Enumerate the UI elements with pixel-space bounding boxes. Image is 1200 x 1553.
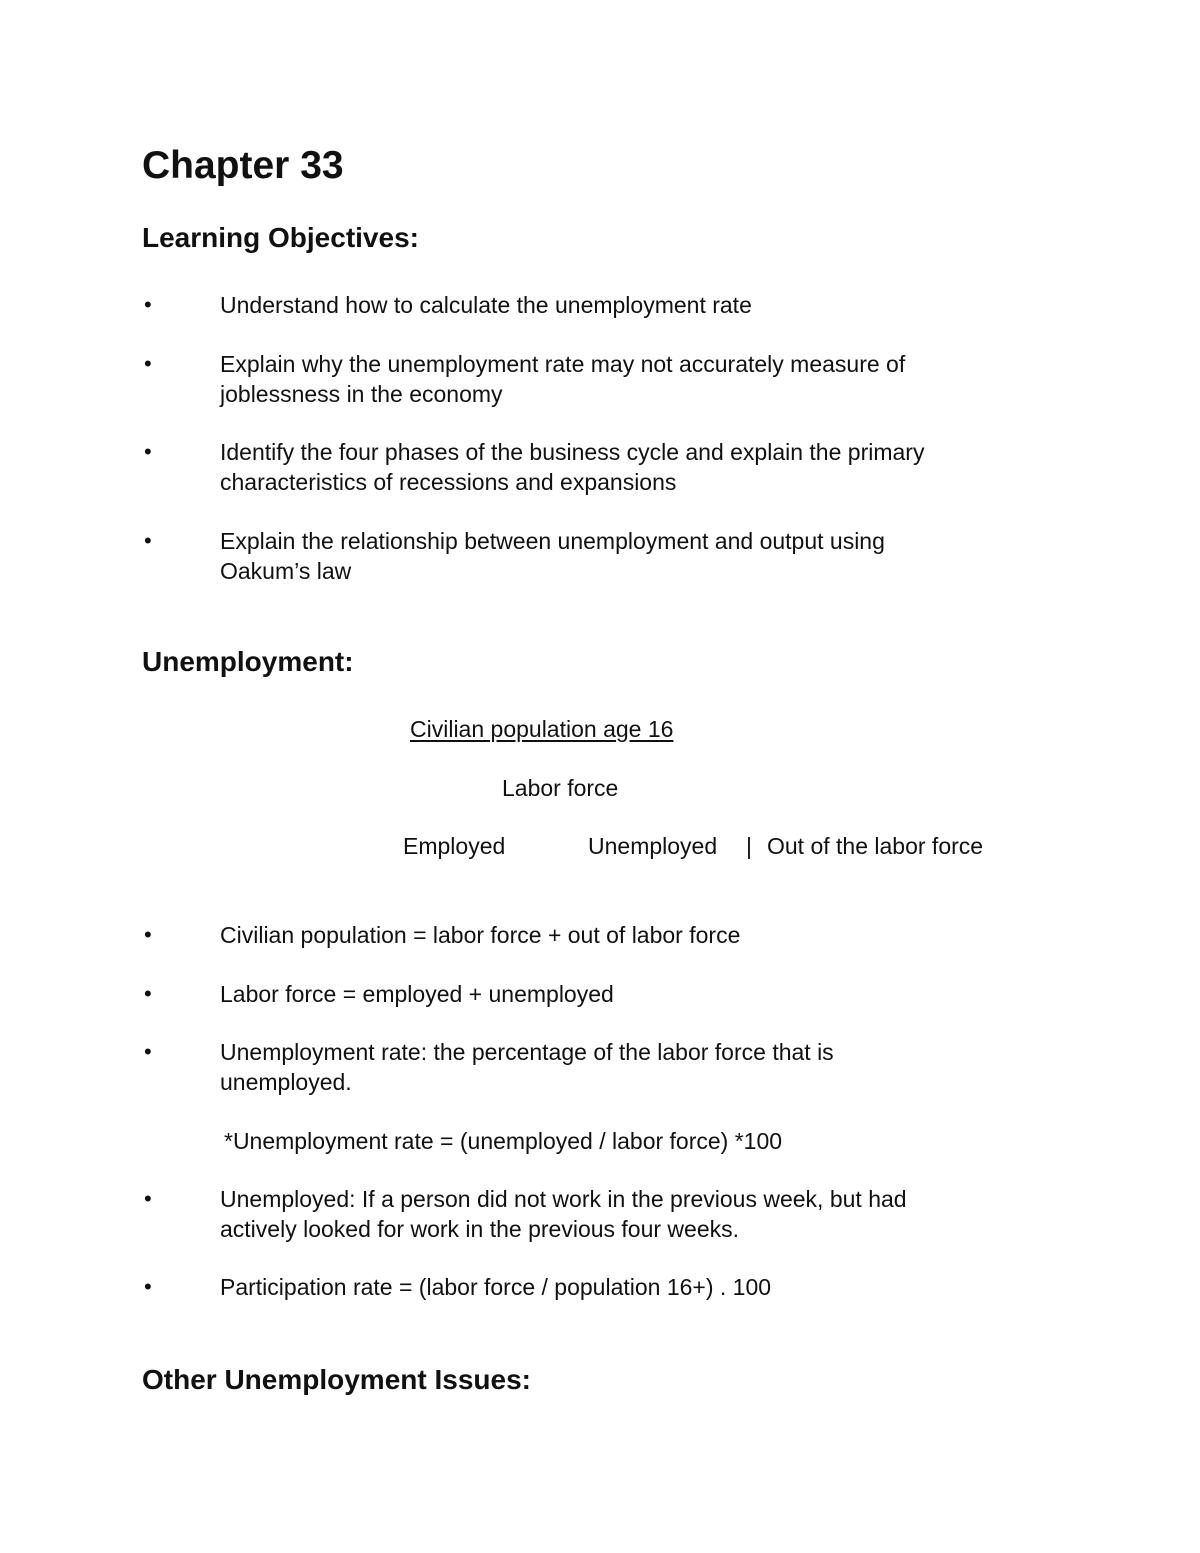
unemployment-rate-formula: *Unemployment rate = (unemployed / labor force) *100	[224, 1128, 783, 1154]
bullet-glyph: •	[144, 1039, 152, 1064]
definition-unemployed-line-2: actively looked for work in the previous four weeks.	[220, 1216, 740, 1242]
diagram-unemployed: Unemployed	[588, 833, 718, 859]
page-title: Chapter 33	[142, 144, 344, 187]
bullet-glyph: •	[144, 292, 152, 317]
definition-labor-force: Labor force = employed + unemployed	[220, 981, 614, 1007]
objective-2-line-2: joblessness in the economy	[220, 381, 503, 407]
definition-participation-rate: Participation rate = (labor force / population 16+) . 100	[220, 1274, 772, 1300]
definition-unemployment-rate-line-1: Unemployment rate: the percentage of the labor force that is	[220, 1039, 834, 1065]
diagram-civilian-population: Civilian population age 16	[410, 716, 674, 742]
bullet-glyph: •	[144, 351, 152, 376]
bullet-glyph: •	[144, 528, 152, 553]
objective-4-line-1: Explain the relationship between unemployment and output using	[220, 528, 885, 554]
definition-unemployed-line-1: Unemployed: If a person did not work in the previous week, but had	[220, 1186, 907, 1212]
bullet-glyph: •	[144, 1274, 152, 1299]
bullet-glyph: •	[144, 981, 152, 1006]
objective-2-line-1: Explain why the unemployment rate may not accurately measure of	[220, 351, 906, 377]
diagram-labor-force: Labor force	[502, 775, 619, 801]
other-issues-heading: Other Unemployment Issues:	[142, 1364, 531, 1395]
bullet-glyph: •	[144, 1186, 152, 1211]
bullet-glyph: •	[144, 922, 152, 947]
bullet-glyph: •	[144, 439, 152, 464]
objective-1-line-1: Understand how to calculate the unemployment rate	[220, 292, 752, 318]
objective-3-line-2: characteristics of recessions and expansions	[220, 469, 677, 495]
learning-objectives-heading: Learning Objectives:	[142, 222, 419, 253]
diagram-separator: |	[746, 833, 752, 859]
objective-3-line-1: Identify the four phases of the business cycle and explain the primary	[220, 439, 925, 465]
objective-4-line-2: Oakum’s law	[220, 558, 352, 584]
definition-civilian-population: Civilian population = labor force + out of labor force	[220, 922, 741, 948]
diagram-out-of-labor-force: Out of the labor force	[767, 833, 984, 859]
unemployment-heading: Unemployment:	[142, 646, 354, 677]
diagram-employed: Employed	[403, 833, 506, 859]
definition-unemployment-rate-line-2: unemployed.	[220, 1069, 352, 1095]
